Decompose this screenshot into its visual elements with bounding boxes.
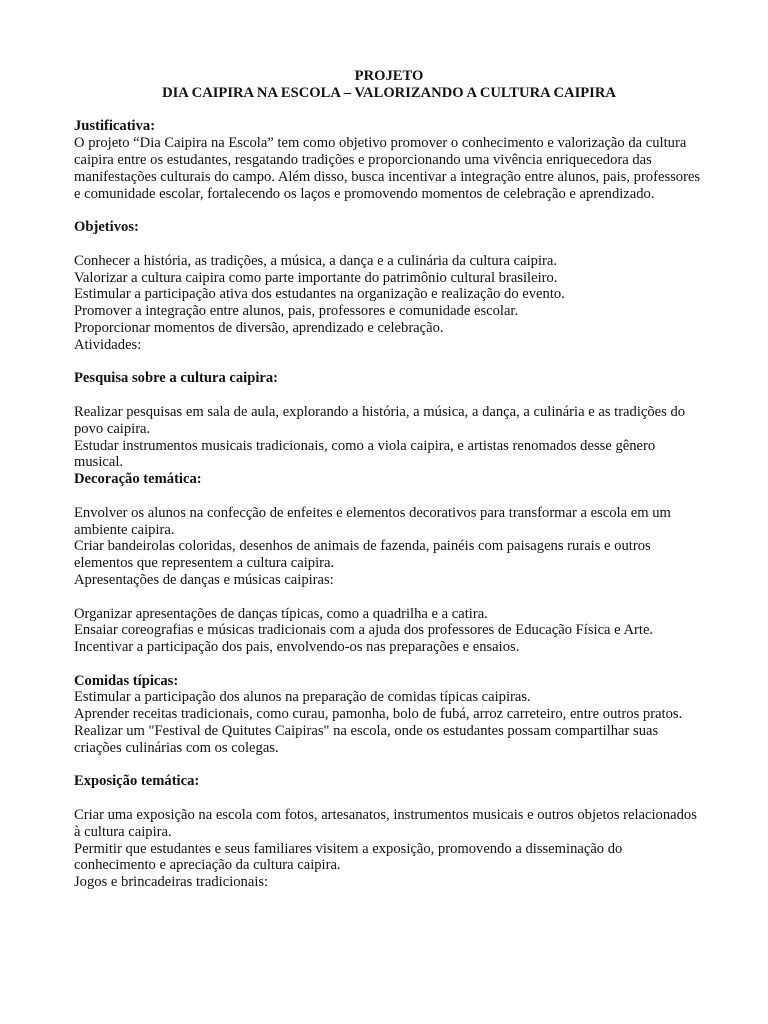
heading-exposicao: Exposição temática: <box>74 773 200 790</box>
list-item: Valorizar a cultura caipira como parte importante do patrimônio cultural brasileiro. <box>74 269 558 286</box>
list-item: Estimular a participação dos alunos na preparação de comidas típicas caipiras. <box>74 689 531 706</box>
label-jogos: Jogos e brincadeiras tradicionais: <box>74 874 269 891</box>
section-exposicao <box>74 773 704 891</box>
list-item: Proporcionar momentos de diversão, aprendizado e celebração. <box>74 319 444 336</box>
list-item: Incentivar a participação dos pais, envolvendo-os nas preparações e ensaios. <box>74 639 520 656</box>
section-apresentacoes <box>74 606 704 656</box>
label-atividades: Atividades: <box>74 336 142 353</box>
section-objetivos <box>74 219 704 353</box>
section-pesquisa <box>74 370 704 471</box>
list-item: Organizar apresentações de danças típicas, como a quadrilha e a catira. <box>74 605 488 622</box>
label-apresentacoes: Apresentações de danças e músicas caipiras: <box>74 571 334 588</box>
list-item: Aprender receitas tradicionais, como curau, pamonha, bolo de fubá, arroz carreteiro, entre outros pratos. <box>74 706 683 723</box>
list-item: Realizar pesquisas em sala de aula, explorando a história, a música, a dança, a culinária e as tradições do povo caipira. <box>74 403 686 437</box>
heading-decoracao: Decoração temática: <box>74 471 202 488</box>
title-line-2: DIA CAIPIRA NA ESCOLA – VALORIZANDO A CULTURA CAIPIRA <box>162 84 616 101</box>
list-item: Conhecer a história, as tradições, a música, a dança e a culinária da cultura caipira. <box>74 252 557 269</box>
heading-justificativa: Justificativa: <box>74 118 156 135</box>
heading-comidas: Comidas típicas: <box>74 672 179 689</box>
list-item: Criar bandeirolas coloridas, desenhos de animais de fazenda, painéis com paisagens rurais e outros elementos que representem a cultura caipira. <box>74 538 651 572</box>
section-comidas <box>74 673 704 757</box>
list-item: Ensaiar coreografias e músicas tradicionais com a ajuda dos professores de Educação Física e Arte. <box>74 622 654 639</box>
title-line-1: PROJETO <box>354 68 424 84</box>
list-item: Criar uma exposição na escola com fotos, artesanatos, instrumentos musicais e outros objetos relacionados à cultura caipira. <box>74 807 697 840</box>
document-page <box>74 68 704 891</box>
heading-objetivos: Objetivos: <box>74 219 139 236</box>
document-title <box>74 68 704 102</box>
list-item: Promover a integração entre alunos, pais, professores e comunidade escolar. <box>74 303 519 320</box>
list-item: Envolver os alunos na confecção de enfeites e elementos decorativos para transformar a escola em um ambiente caipira. <box>74 504 671 538</box>
list-item: Estudar instrumentos musicais tradicionais, como a viola caipira, e artistas renomados desse gênero musical. <box>74 437 656 471</box>
section-decoracao <box>74 471 704 589</box>
list-item: Estimular a participação ativa dos estudantes na organização e realização do evento. <box>74 286 565 303</box>
paragraph-justificativa: O projeto “Dia Caipira na Escola” tem como objetivo promover o conhecimento e valorização da cultura caipira entre os estudantes, resgatando tradições e proporcionando uma vivência enriquecedora das manifestações culturais do campo. Além disso, busca incentivar a integração entre alunos, pais, professores e comunidade escolar, fortalecendo os laços e promovendo momentos de celebração e aprendizado. <box>74 135 701 202</box>
section-justificativa <box>74 118 704 202</box>
heading-pesquisa: Pesquisa sobre a cultura caipira: <box>74 370 279 387</box>
list-item: Permitir que estudantes e seus familiares visitem a exposição, promovendo a disseminação do conhecimento e apreciação da cultura caipira. <box>74 840 623 874</box>
list-item: Realizar um "Festival de Quitutes Caipiras" na escola, onde os estudantes possam compartilhar suas criações culinárias com os colegas. <box>74 723 659 756</box>
